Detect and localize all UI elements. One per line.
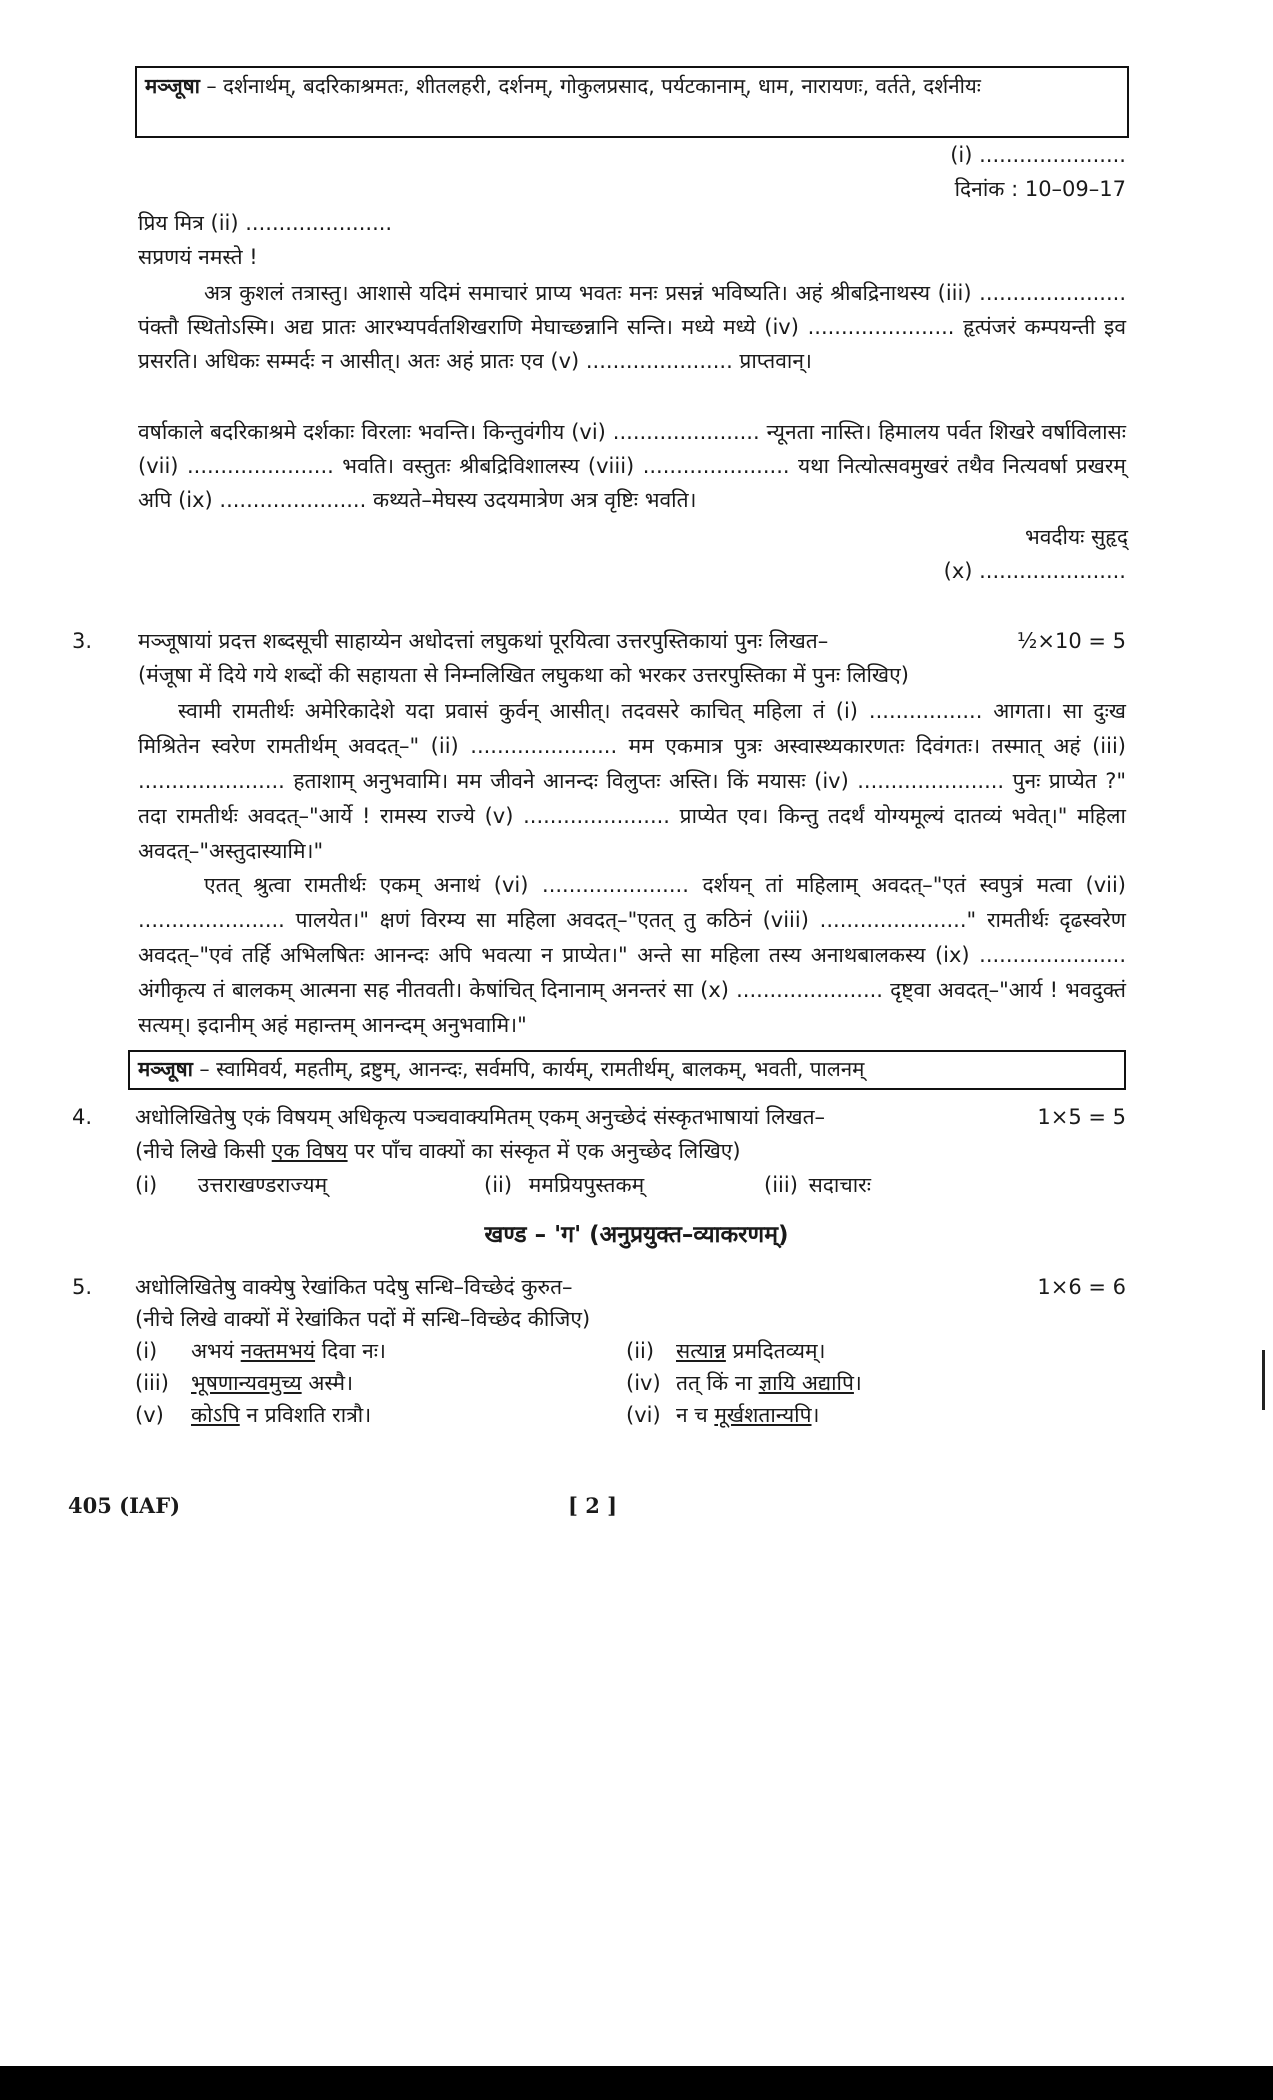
underlined-word: कोऽपि	[191, 1403, 240, 1427]
q4-hindi-instruction	[135, 1136, 1125, 1168]
sender-address-blank: (i) ......................	[950, 143, 1126, 167]
section-heading: खण्ड – 'ग' (अनुप्रयुक्त–व्याकरणम्)	[484, 1222, 789, 1248]
q5-item-1	[135, 1336, 386, 1368]
q4-hindi-text: (नीचे लिखे किसी	[135, 1139, 272, 1163]
item-text-end: ।	[811, 1403, 820, 1427]
item-text: न च	[676, 1403, 715, 1427]
q5-item-3	[135, 1368, 353, 1400]
scan-mark	[1262, 1350, 1265, 1410]
item-number: (vi)	[626, 1403, 661, 1427]
scan-edge-bar	[0, 2066, 1273, 2100]
q3-hindi-instruction: (मंजूषा में दिये गये शब्दों की सहायता से निम्नलिखित लघुकथा को भरकर उत्तरपुस्तिका में पुनः लिखिए)	[138, 663, 909, 687]
letter-paragraph-1: अत्र कुशलं तत्रास्तु। आशासे यदिमं समाचारं प्राप्य भवतः मनः प्रसन्नं भविष्यति। अहं श्रीबद्रिनाथस्य (iii) ...................... पंक्तौ स्थितोऽस्मि। अद्य प्रातः आरभ्यपर्वतशिखराणि मेघाच्छन्नानि सन्ति। मध्ये मध्ये (iv) ...................... हृत्पंजरं कम्पयन्ती इव प्रसरति। अधिकः सम्मर्दः न आसीत्। अतः अहं प्रातः एव (v) ...................... प्राप्तवान्।	[138, 281, 1126, 373]
q4-option-3	[764, 1170, 871, 1202]
letter-signature-blank: (x) ......................	[943, 559, 1126, 583]
letter-paragraph-2: वर्षाकाले बदरिकाश्रमे दर्शकाः विरलाः भवन्ति। किन्तुवंगीय (vi) ...................... न्यूनता नास्ति। हिमालय पर्वत शिखरे वर्षाविलासः (vii) ...................... भवति। वस्तुतः श्रीबद्रिविशालस्य (viii) ...................... यथा नित्योत्सवमुखरं तथैव नित्यवर्षा प्रखरम् अपि (ix) ...................... कथ्यते–मेघस्य उदयमात्रेण अत्र वृष्टिः भवति।	[138, 420, 1126, 512]
letter-date: दिनांक : 10–09–17	[954, 177, 1126, 201]
item-text-end: अस्मै।	[301, 1371, 354, 1395]
q4-marks: 1×5 = 5	[1037, 1105, 1126, 1129]
q5-item-4	[626, 1368, 862, 1400]
letter-greeting: सप्रणयं नमस्ते !	[138, 245, 258, 269]
underlined-word: सत्यान्न	[676, 1339, 726, 1363]
q5-item-2	[626, 1336, 826, 1368]
q3-story-paragraph-2: एतत् श्रुत्वा रामतीर्थः एकम् अनाथं (vi) ...................... दर्शयन् तां महिलाम् अवदत्–"एतं स्वपुत्रं मत्वा (vii) ...................... पालयेत।" क्षणं विरम्य सा महिला अवदत्–"एतत् तु कठिनं (viii) ......................" रामतीर्थः दृढस्वरेण अवदत्–"एवं तर्हि अभिलषितः आनन्दः अपि भवत्या न प्राप्येत।" अन्ते सा महिला तस्य अनाथबालकस्य (ix) ...................... अंगीकृत्य तं बालकम् आत्मना सह नीतवती। केषांचित् दिनानाम् अनन्तरं सा (x) ...................... दृष्ट्वा अवदत्–"आर्य ! भवदुक्तं सत्यम्। इदानीम् अहं महान्तम् आनन्दम् अनुभवामि।"	[138, 873, 1126, 1037]
q4-number: 4.	[72, 1105, 93, 1129]
item-number: (iv)	[626, 1371, 661, 1395]
item-text-end: प्रमदितव्यम्।	[725, 1339, 826, 1363]
option-number: (ii)	[484, 1173, 513, 1197]
option-text: सदाचारः	[808, 1173, 871, 1197]
letter-closing: भवदीयः सुहृद्	[1024, 525, 1128, 549]
underlined-word: नक्तमभयं	[240, 1339, 316, 1363]
q3-number: 3.	[72, 629, 93, 653]
underlined-word: भूषणान्यवमुच्य	[191, 1371, 302, 1395]
word-box-words: – स्वामिवर्य, महतीम्, द्रष्टुम्, आनन्दः, सर्वमपि, कार्यम्, रामतीर्थम्, बालकम्, भवती, पालनम्	[192, 1057, 865, 1081]
q5-instruction: अधोलिखितेषु वाक्येषु रेखांकित पदेषु सन्धि–विच्छेदं कुरुत–	[135, 1275, 573, 1299]
q3-word-box	[128, 1050, 1126, 1090]
item-text: अभयं	[191, 1339, 241, 1363]
letter-word-box	[135, 66, 1129, 138]
word-box-label: मञ्जूषा	[145, 74, 200, 98]
item-number: (iii)	[135, 1371, 169, 1395]
option-number: (i)	[135, 1173, 158, 1197]
page-number: [ 2 ]	[568, 1493, 618, 1518]
q3-marks: ½×10 = 5	[1017, 629, 1126, 653]
option-number: (iii)	[764, 1173, 798, 1197]
q4-hindi-text-end: पर पाँच वाक्यों का संस्कृत में एक अनुच्छेद लिखिए)	[347, 1139, 741, 1163]
q3-story-paragraph-1: स्वामी रामतीर्थः अमेरिकादेशे यदा प्रवासं कुर्वन् आसीत्। तदवसरे काचित् महिला तं (i) ................. आगता। सा दुःख मिश्रितेन स्वरेण रामतीर्थम् अवदत्–" (ii) ...................... मम एकमात्र पुत्रः अस्वास्थ्यकारणतः दिवंगतः। तस्मात् अहं (iii) ...................... हताशाम् अनुभवामि। मम जीवने आनन्दः विलुप्तः अस्ति। किं मयासः (iv) ...................... पुनः प्राप्येत ?" तदा रामतीर्थः अवदत्–"आर्ये ! रामस्य राज्ये (v) ...................... प्राप्येत एव। किन्तु तदर्थं योग्यमूल्यं दातव्यं भवेत्।" महिला अवदत्–"अस्तुदास्यामि।"	[138, 699, 1126, 863]
q3-instruction: मञ्जूषायां प्रदत्त शब्दसूची साहाय्येन अधोदत्तां लघुकथां पूरयित्वा उत्तरपुस्तिकायां पुनः लिखत–	[138, 629, 829, 653]
item-text: तत् किं ना	[676, 1371, 759, 1395]
item-text-end: न प्रविशति रात्रौ।	[239, 1403, 372, 1427]
q4-option-1	[135, 1170, 327, 1202]
item-number: (v)	[135, 1403, 164, 1427]
underlined-word: ज्ञायि अद्यापि	[758, 1371, 854, 1395]
item-text-end: दिवा नः।	[315, 1339, 386, 1363]
underlined-word: मूर्खशतान्यपि	[714, 1403, 812, 1427]
q5-marks: 1×6 = 6	[1037, 1275, 1126, 1299]
q5-item-5	[135, 1400, 371, 1432]
word-box-label: मञ्जूषा	[138, 1057, 193, 1081]
item-number: (i)	[135, 1339, 158, 1363]
q5-number: 5.	[72, 1275, 93, 1299]
q5-hindi-instruction: (नीचे लिखे वाक्यों में रेखांकित पदों में सन्धि–विच्छेद कीजिए)	[135, 1307, 591, 1331]
item-number: (ii)	[626, 1339, 655, 1363]
paper-code: 405 (IAF)	[68, 1493, 181, 1518]
option-text: उत्तराखण्डराज्यम्	[197, 1173, 328, 1197]
q4-instruction: अधोलिखितेषु एकं विषयम् अधिकृत्य पञ्चवाक्यमितम् एकम् अनुच्छेदं संस्कृतभाषायां लिखत–	[135, 1105, 826, 1129]
q4-hindi-underlined: एक विषय	[271, 1139, 348, 1163]
q5-item-6	[626, 1400, 819, 1432]
letter-salutation: प्रिय मित्र (ii) ......................	[138, 211, 393, 235]
q4-option-2	[484, 1170, 644, 1202]
option-text: ममप्रियपुस्तकम्	[528, 1173, 645, 1197]
word-box-words: – दर्शनार्थम्, बदरिकाश्रमतः, शीतलहरी, दर्शनम्, गोकुलप्रसाद, पर्यटकानाम्, धाम, नारायणः, वर्तते, दर्शनीयः	[199, 74, 981, 98]
item-text-end: ।	[853, 1371, 862, 1395]
